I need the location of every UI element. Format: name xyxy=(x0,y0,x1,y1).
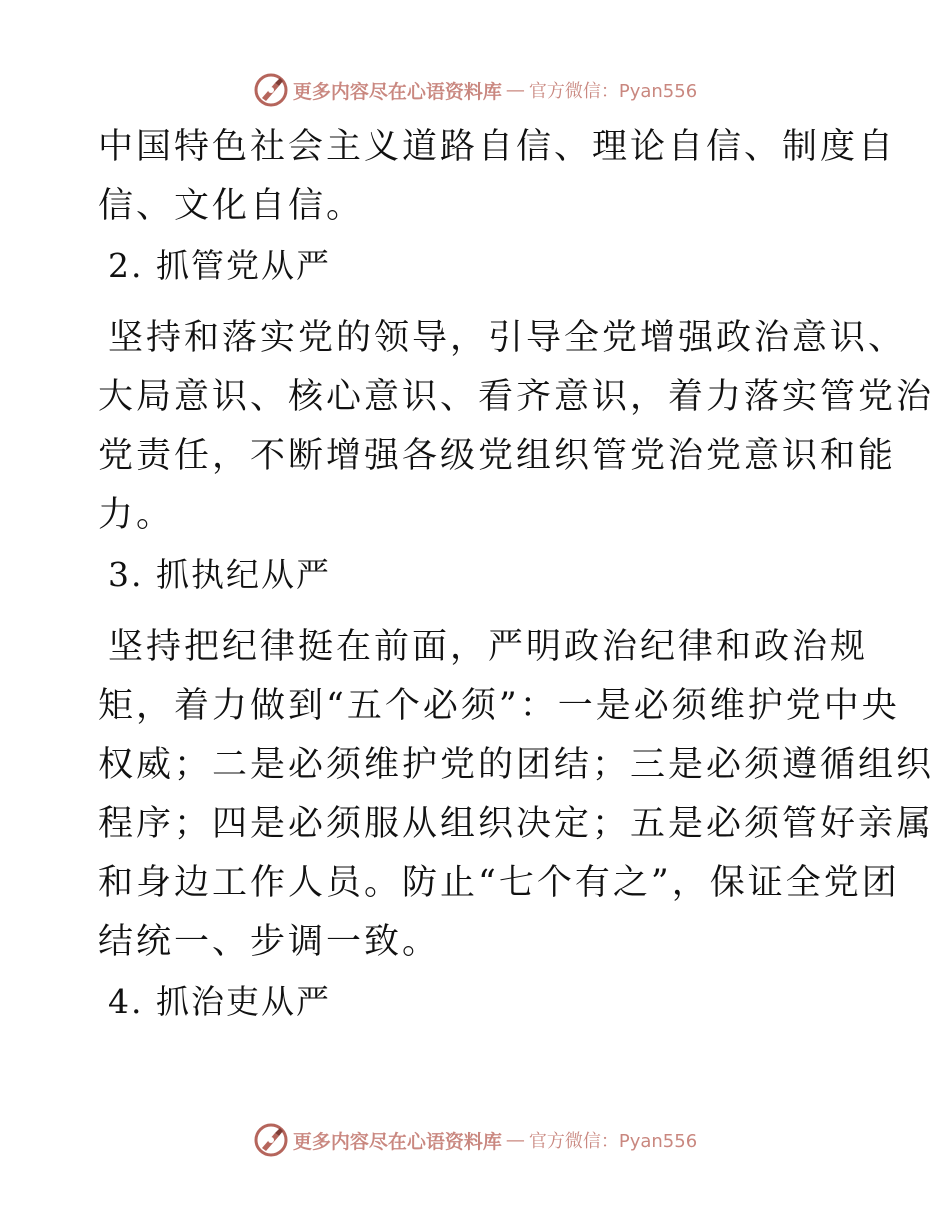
paragraph-1 xyxy=(98,118,897,236)
paragraph-3 xyxy=(98,618,935,972)
text-line: 权威；二是必须维护党的团结；三是必须遵循组织 xyxy=(98,745,935,785)
pen-logo-icon xyxy=(253,72,289,108)
watermark-wechat: 官方微信：Pyan556 xyxy=(528,81,698,102)
paragraph-2 xyxy=(98,309,935,545)
text-line: 程序；四是必须服从组织决定；五是必须管好亲属 xyxy=(98,804,935,844)
pen-logo-icon xyxy=(253,1122,289,1158)
section-heading-2: 2. 抓管党从严 xyxy=(108,246,331,285)
footer-watermark xyxy=(0,1120,950,1160)
text-line: 坚持和落实党的领导，引导全党增强政治意识、 xyxy=(108,318,907,358)
text-line: 坚持把纪律挺在前面，严明政治纪律和政治规 xyxy=(108,627,869,667)
text-line: 信、文化自信。 xyxy=(98,186,365,226)
watermark-label: 更多内容尽在心语资料库 xyxy=(292,80,502,103)
watermark-wechat: 官方微信：Pyan556 xyxy=(528,1131,698,1152)
text-line: 大局意识、核心意识、看齐意识，着力落实管党治 xyxy=(98,377,935,417)
text-line: 中国特色社会主义道路自信、理论自信、制度自 xyxy=(98,127,897,167)
section-heading-3: 3. 抓执纪从严 xyxy=(108,555,331,594)
watermark-label: 更多内容尽在心语资料库 xyxy=(292,1130,502,1153)
text-line: 矩，着力做到“五个必须”：一是必须维护党中央 xyxy=(98,686,900,726)
section-heading-4: 4. 抓治吏从严 xyxy=(108,982,331,1021)
watermark-separator: — xyxy=(505,1129,525,1151)
header-watermark xyxy=(0,70,950,110)
text-line: 和身边工作人员。防止“七个有之”，保证全党团 xyxy=(98,863,900,903)
text-line: 结统一、步调一致。 xyxy=(98,922,441,962)
text-line: 力。 xyxy=(98,495,175,535)
document-body xyxy=(98,118,935,1031)
watermark-separator: — xyxy=(505,79,525,101)
text-line: 党责任，不断增强各级党组织管党治党意识和能 xyxy=(98,436,897,476)
